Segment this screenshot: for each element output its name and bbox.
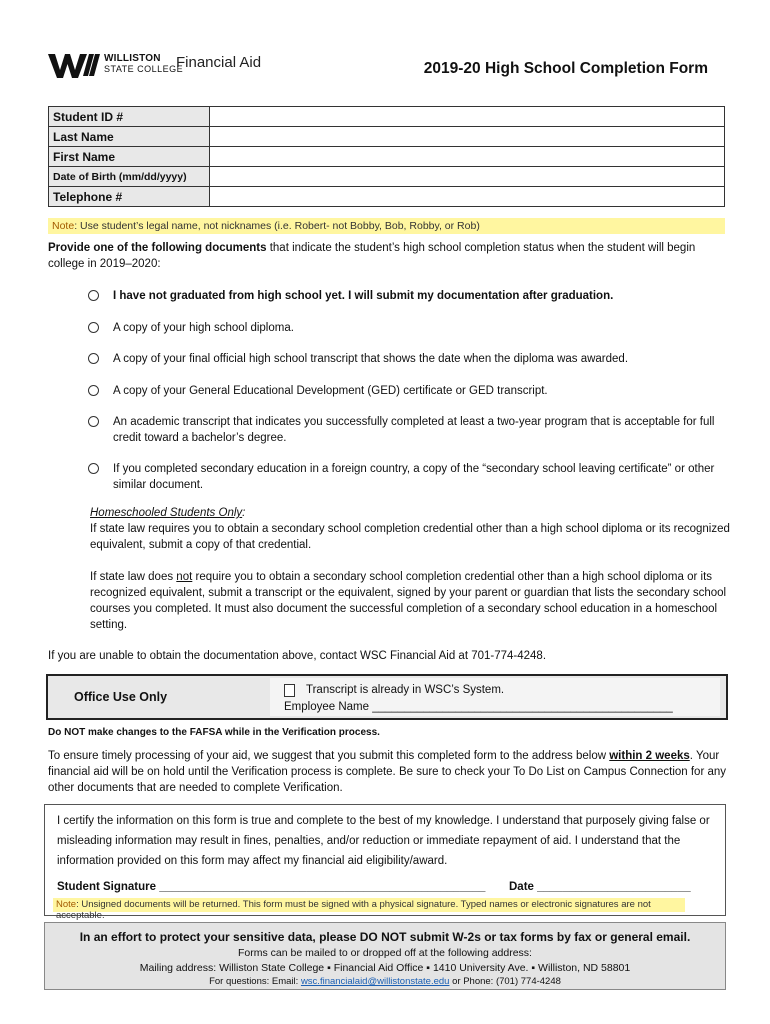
transcript-on-file-label: Transcript is already in WSC’s System. — [306, 684, 505, 696]
option-ged[interactable] — [88, 383, 728, 399]
radio-icon[interactable] — [88, 290, 99, 301]
option-label: I have not graduated from high school yet. I will submit my documentation after graduation. — [113, 290, 614, 302]
office-use-fields — [270, 678, 720, 716]
security-headline: In an effort to protect your sensitive data, please DO NOT submit W-2s or tax forms by fax or general email. — [79, 930, 691, 944]
homeschool-para-1: If state law requires you to obtain a secondary school completion credential other than a high school diploma or its recognized equivalent, submit a copy of that credential. — [90, 523, 730, 551]
certification-text: I certify the information on this form is true and complete to the best of my knowledge. I understand that purposely giving false or misleading information may result in fines, penalties, and/or reduction or immediate repayment of aid. I understand that the information provided on this form may affect my financial aid eligibility/award. — [57, 815, 710, 867]
option-label: An academic transcript that indicates you successfully completed at least a two-year program that is acceptable for full credit toward a bachelor’s degree. — [113, 416, 715, 444]
dob-label: Date of Birth (mm/dd/yyyy) — [49, 167, 210, 187]
para2-not: not — [176, 571, 193, 583]
telephone-label: Telephone # — [49, 187, 210, 207]
table-row — [49, 187, 725, 207]
table-row — [49, 167, 725, 187]
williston-logo-icon — [48, 52, 100, 78]
logo-wordmark — [104, 53, 183, 75]
homeschool-section — [90, 505, 730, 553]
table-row — [49, 127, 725, 147]
legal-name-note — [48, 218, 725, 234]
option-academic-transcript[interactable] — [88, 414, 728, 446]
option-label: A copy of your General Educational Development (GED) certificate or GED transcript. — [113, 385, 548, 397]
option-not-graduated[interactable] — [88, 288, 728, 304]
radio-icon[interactable] — [88, 322, 99, 333]
phone-text: or Phone: (701) 774-4248 — [449, 976, 561, 987]
office-use-title: Office Use Only — [74, 690, 168, 704]
employee-name-field[interactable]: Employee Name _______________________________________________ — [284, 701, 673, 713]
note-text: : Unsigned documents will be returned. This form must be signed with a physical signature. Typed names or electronic signatures are not acceptable. — [56, 899, 651, 921]
office-use-box — [46, 674, 728, 720]
para2-end: require you to obtain a secondary school completion credential other than a high school diploma or its recognized equivalent, submit a transcript or the equivalent, signed by your parent or guardian that lists the secondary school courses you completed. It must also document the successful completion of a secondary school education in a homeschool setting. — [90, 571, 727, 631]
email-link[interactable]: wsc.financialaid@willistonstate.edu — [300, 976, 450, 987]
questions-line — [45, 976, 725, 987]
radio-icon[interactable] — [88, 463, 99, 474]
mailing-address: Mailing address: Williston State College ▪ Financial Aid Office ▪ 1410 University Ave. ▪ Williston, ND 58801 — [139, 962, 631, 974]
table-row — [49, 147, 725, 167]
note-text: : Use student’s legal name, not nicknames (i.e. Robert- not Bobby, Bob, Robby, or Rob) — [74, 220, 480, 232]
homeschool-heading-colon: : — [242, 507, 246, 519]
signature-date-field[interactable]: Date ________________________ — [509, 881, 691, 893]
logo-line-2: STATE COLLEGE — [104, 64, 184, 74]
last-name-label: Last Name — [49, 127, 210, 147]
note-prefix: Note — [56, 899, 77, 910]
student-id-label: Student ID # — [49, 107, 210, 127]
option-foreign-certificate[interactable] — [88, 461, 728, 493]
dob-field[interactable] — [210, 167, 725, 187]
telephone-field[interactable] — [210, 187, 725, 207]
table-row — [49, 107, 725, 127]
homeschool-heading-text: Homeschooled Students Only — [90, 507, 243, 519]
form-title: 2019-20 High School Completion Form — [423, 60, 708, 77]
fafsa-warning: Do NOT make changes to the FAFSA while in the Verification process. — [48, 727, 380, 738]
instructions-paragraph — [48, 240, 728, 272]
radio-icon[interactable] — [88, 385, 99, 396]
radio-icon[interactable] — [88, 416, 99, 427]
option-final-transcript[interactable] — [88, 351, 728, 367]
checkbox-icon[interactable] — [284, 684, 295, 697]
questions-prefix: For questions: Email: — [209, 976, 301, 987]
option-label: If you completed secondary education in a foreign country, a copy of the “secondary school leaving certificate” or other similar document. — [113, 463, 715, 491]
processing-end: . Your financial aid will be on hold until the Verification process is complete. Be sure to check your To Do List on Campus Connection for any other documents that are needed to complete Verification. — [48, 750, 727, 794]
contact-line: If you are unable to obtain the documentation above, contact WSC Financial Aid at 701-774-4248. — [48, 650, 547, 662]
option-label: A copy of your final official high school transcript that shows the date when the diploma was awarded. — [113, 353, 629, 365]
first-name-label: First Name — [49, 147, 210, 167]
page-header — [48, 48, 728, 88]
homeschool-para-2 — [90, 569, 730, 633]
department-name: Financial Aid — [176, 54, 262, 71]
note-prefix: Note — [52, 220, 75, 232]
submission-footer — [44, 922, 726, 990]
student-id-field[interactable] — [210, 107, 725, 127]
processing-start: To ensure timely processing of your aid, we suggest that you submit this completed form to the address below — [48, 750, 610, 762]
para2-start: If state law does — [90, 571, 177, 583]
instructions-bold: Provide one of the following documents — [48, 242, 267, 254]
student-signature-field[interactable]: Student Signature ___________________________________________________ — [57, 881, 486, 893]
radio-icon[interactable] — [88, 353, 99, 364]
certification-box — [44, 804, 726, 921]
homeschool-heading — [90, 505, 730, 521]
processing-paragraph — [48, 748, 728, 796]
last-name-field[interactable] — [210, 127, 725, 147]
option-label: A copy of your high school diploma. — [113, 322, 294, 334]
instructions-rest: that indicate the student’s high school completion status when the student will begin college in 2019–2020: — [48, 242, 696, 270]
student-info-table — [48, 106, 725, 207]
signature-note — [53, 898, 685, 921]
first-name-field[interactable] — [210, 147, 725, 167]
processing-deadline: within 2 weeks — [609, 750, 690, 762]
mail-instructions: Forms can be mailed to or dropped off at the following address: — [238, 947, 532, 959]
option-diploma[interactable] — [88, 320, 728, 336]
logo-line-1: WILLISTON — [104, 53, 161, 64]
